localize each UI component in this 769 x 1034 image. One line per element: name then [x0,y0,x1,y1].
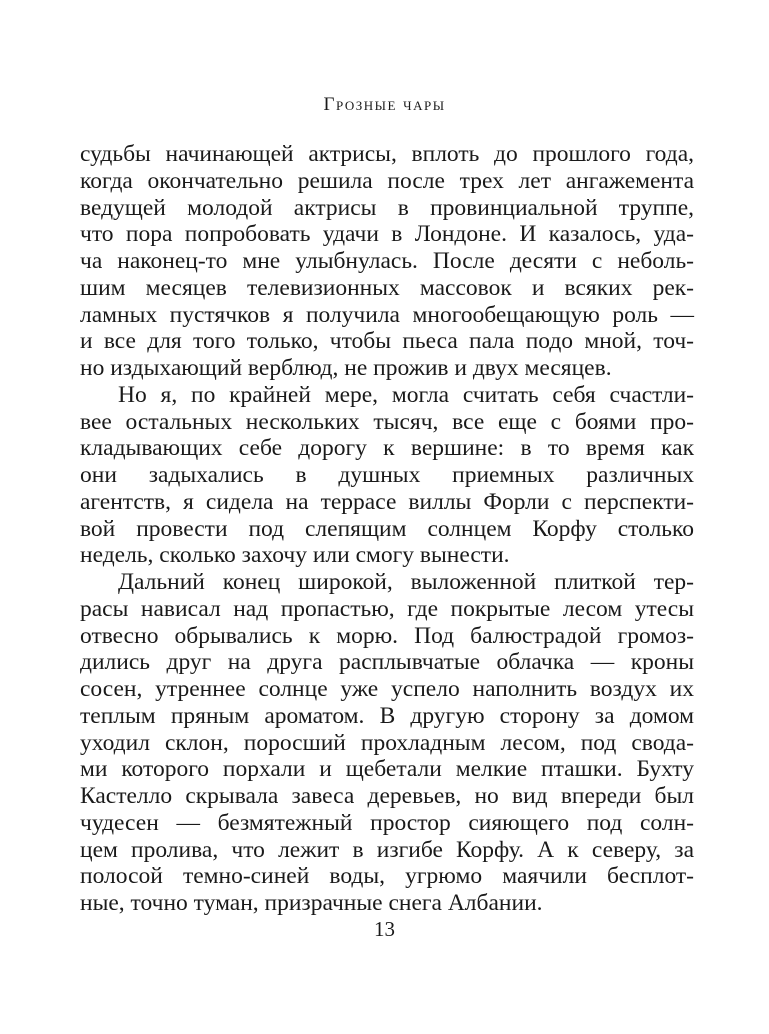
text-line: судьбы начинающей актрисы, вплоть до прошлого года, [80,141,694,167]
text-line: ми которого порхали и щебетали мелкие пташки. Бухту [80,756,694,783]
text-line: теплым пряным ароматом. В другую сторону за домом [80,702,694,729]
text-line: и все для того только, чтобы пьеса пала подо мной, точ- [80,328,694,355]
text-line: ча наконец-то мне улыбнулась. После десяти с неболь- [80,248,694,274]
text-line: расы нависал над пропастью, где покрытые лесом утесы [80,595,694,622]
text-line: но издыхающий верблюд, не прожив и двух месяцев. [80,355,612,381]
text-line: отвесно обрывались к морю. Под балюстрадой громоз- [80,622,694,649]
body-text [80,141,694,917]
text-line: вее остальных нескольких тысяч, все еще с боями про- [80,408,694,435]
text-line: Но я, по крайней мере, могла считать себя счастли- [118,381,694,408]
text-line: сосен, утреннее солнце уже успело наполнить воздух их [80,676,694,702]
text-line: что пора попробовать удачи в Лондоне. И казалось, уда- [80,221,694,248]
text-line: кладывающих себе дорогу к вершине: в то время как [80,435,694,462]
text-line: ламных пустячков я получила многообещающую роль — [80,301,694,328]
text-line: Кастелло скрывала завеса деревьев, но вид впереди был [80,783,694,809]
text-line: когда окончательно решила после трех лет ангажемента [80,167,694,194]
text-line: дились друг на друга расплывчатые облачка — кроны [80,649,694,676]
text-line: шим месяцев телевизионных массовок и всяких рек- [80,274,694,301]
text-line: уходил склон, поросший прохладным лесом, под свода- [80,729,694,756]
text-line: ведущей молодой актрисы в провинциальной труппе, [80,194,694,221]
text-line: они задыхались в душных приемных различных [80,462,694,488]
text-line: вой провести под слепящим солнцем Корфу столько [80,515,694,542]
text-line: недель, сколько захочу или смогу вынести. [80,542,510,569]
text-line: агентств, я сидела на террасе виллы Форли с перспекти- [80,488,694,515]
text-line: полосой темно-синей воды, угрюмо маячили бесплот- [80,863,694,890]
text-line: цем пролива, что лежит в изгибе Корфу. А к северу, за [80,836,694,863]
text-line: ные, точно туман, призрачные снега Албании. [80,890,543,916]
page-number: 13 [374,917,395,941]
text-line: чудесен — безмятежный простор сияющего под солн- [80,809,694,836]
running-title: Грозные чары [323,94,446,115]
text-line: Дальний конец широкой, выложенной плиткой тер- [118,569,694,595]
